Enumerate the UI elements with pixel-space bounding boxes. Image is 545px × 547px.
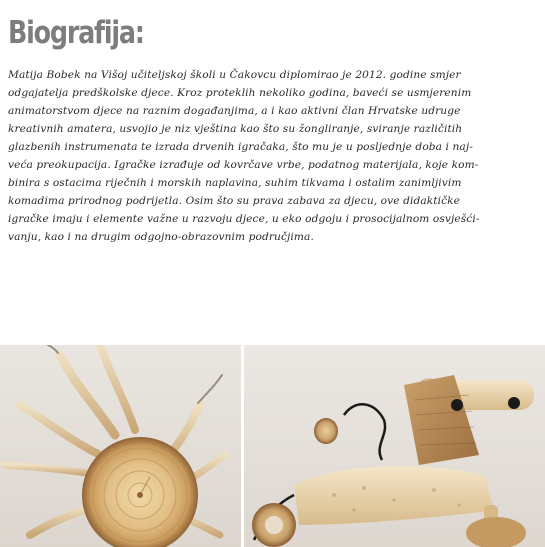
bio-line: odgajatelja predškolske djece. Kroz proteklih nekoliko godina, baveći se usmjerenim	[8, 87, 472, 99]
photo-wooden-sun-toy	[0, 345, 241, 547]
bio-line: binira s ostacima riječnih i morskih naplavina, suhim tikvama i ostalim zanimljivim	[8, 177, 462, 189]
bio-line: veća preokupacija. Igračke izrađuje od kovrčave vrbe, podatnog materijala, koje kom-	[8, 159, 479, 171]
biography-text	[8, 66, 538, 246]
bio-line: Matija Bobek na Višoj učiteljskoj školi u Čakovcu diplomirao je 2012. godine smjer	[8, 69, 461, 81]
bio-line: igračke imaju i elemente važne u razvoju djece, u eko odgoju i prosocijalnom osvješći-	[8, 213, 480, 225]
bio-line: komadima prirodnog podrijetla. Osim što su prava zabava za djecu, ove didaktičke	[8, 195, 461, 207]
wooden-dog-illustration	[244, 345, 545, 547]
bio-line: animatorstvom djece na raznim događanjima, a i kao aktivni član Hrvatske udruge	[8, 105, 461, 117]
bio-line: vanju, kao i na drugim odgojno-obrazovnim područjima.	[8, 231, 314, 243]
wooden-sun-illustration	[0, 345, 241, 547]
photo-wooden-dog-toy	[244, 345, 545, 547]
bio-line: kreativnih amatera, usvojio je niz vještina kao što su žongliranje, sviranje različitih	[8, 123, 463, 135]
bio-line: glazbenih instrumenata te izrada drvenih igračaka, što mu je u posljednje doba i naj-	[8, 141, 473, 153]
page-heading: Biografija:	[8, 15, 144, 51]
